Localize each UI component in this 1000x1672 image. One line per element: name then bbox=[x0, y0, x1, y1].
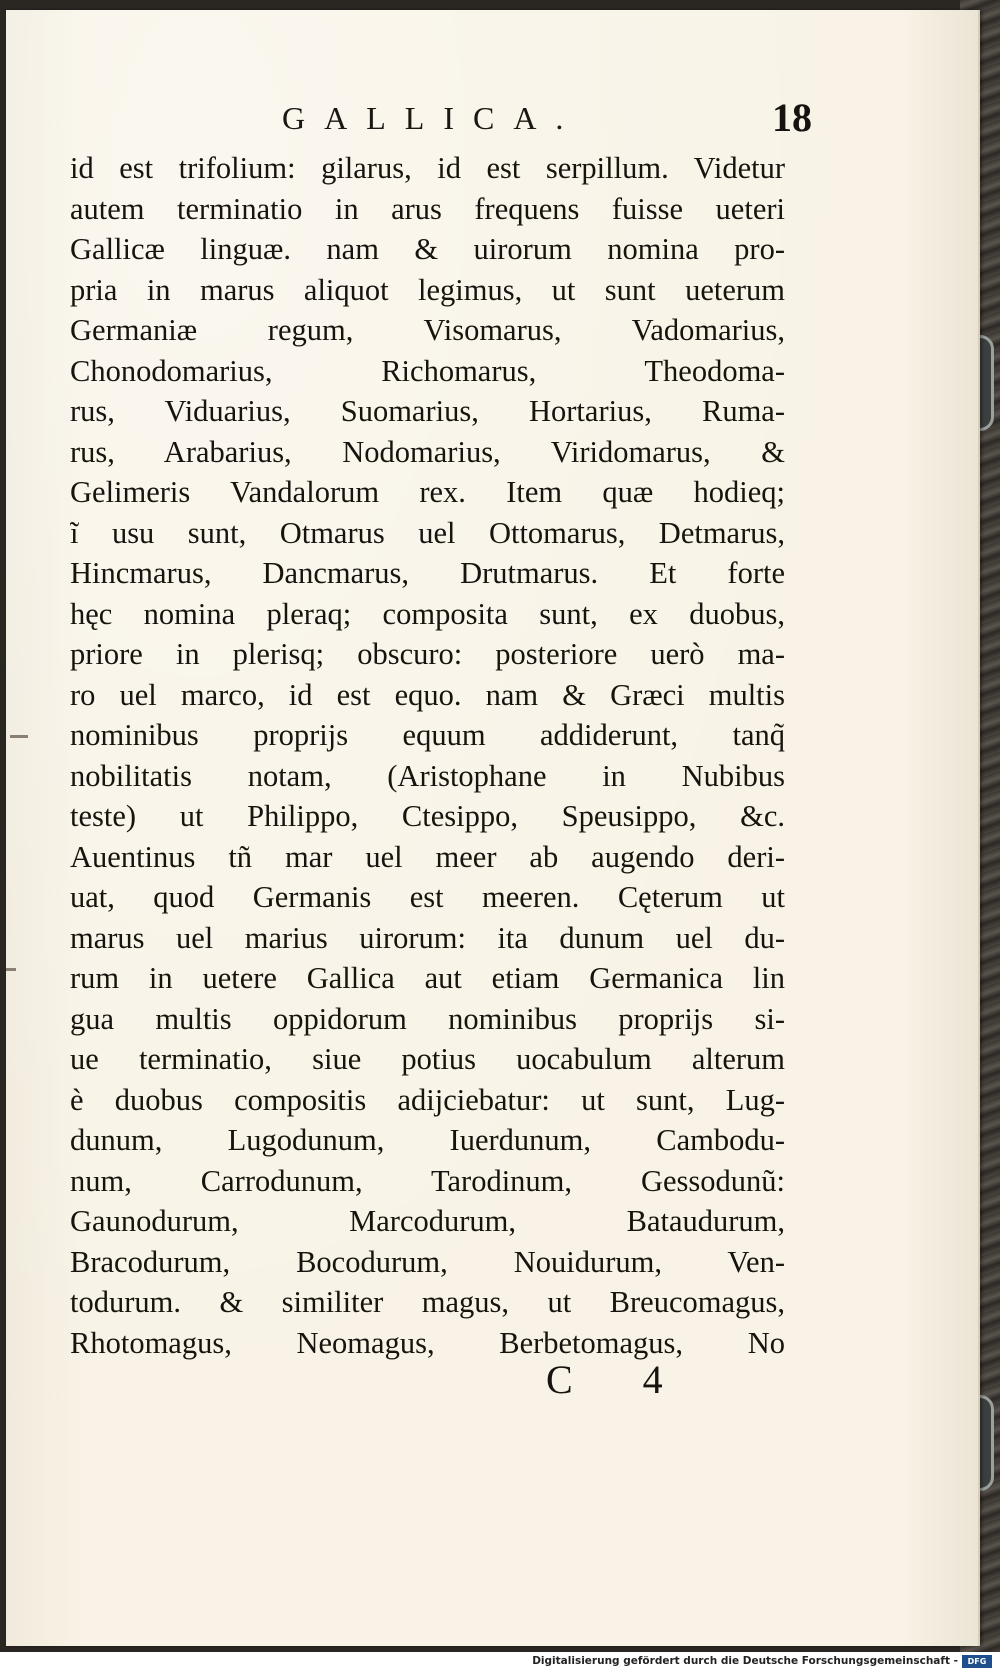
running-title: GALLICA. bbox=[282, 100, 583, 136]
text-line: Auentinus tñ mar uel meer ab augendo deri- bbox=[70, 839, 785, 874]
text-line: ro uel marco, id est equo. nam & Græci multis bbox=[70, 677, 785, 712]
text-line: Chonodomarius, Richomarus, Theodoma- bbox=[70, 353, 785, 388]
body-text bbox=[70, 148, 785, 1363]
text-line: ĩ usu sunt, Otmarus uel Ottomarus, Detmarus, bbox=[70, 515, 785, 550]
text-line: rus, Viduarius, Suomarius, Hortarius, Ruma- bbox=[70, 394, 785, 428]
text-line: teste) ut Philippo, Ctesippo, Speusippo, &c. bbox=[70, 799, 785, 833]
text-line: id est trifolium: gilarus, id est serpillum. Videtur bbox=[70, 151, 785, 185]
text-line: è duobus compositis adijciebatur: ut sunt, Lug- bbox=[70, 1082, 785, 1117]
text-line: gua multis oppidorum nominibus proprijs si- bbox=[70, 1001, 785, 1036]
text-line: pria in marus aliquot legimus, ut sunt ueterum bbox=[70, 272, 785, 307]
dfg-logo: DFG bbox=[962, 1655, 992, 1668]
text-line: rus, Arabarius, Nodomarius, Viridomarus, & bbox=[70, 434, 785, 469]
text-line: priore in plerisq; obscuro: posteriore uerò ma- bbox=[70, 637, 785, 671]
margin-mark bbox=[6, 968, 16, 971]
text-line: dunum, Lugodunum, Iuerdunum, Cambodu- bbox=[70, 1123, 785, 1157]
text-line: Bracodurum, Bocodurum, Nouidurum, Ven- bbox=[70, 1244, 785, 1279]
margin-mark bbox=[10, 735, 28, 738]
text-line: Germaniæ regum, Visomarus, Vadomarius, bbox=[70, 313, 785, 347]
text-line: Gallicæ linguæ. nam & uirorum nomina pro- bbox=[70, 232, 785, 266]
text-line: marus uel marius uirorum: ita dunum uel du- bbox=[70, 920, 785, 955]
text-line: Rhotomagus, Neomagus, Berbetomagus, No bbox=[70, 1325, 785, 1360]
text-line: rum in uetere Gallica aut etiam Germanica lin bbox=[70, 961, 785, 995]
text-line: nobilitatis notam, (Aristophane in Nubibus bbox=[70, 758, 785, 793]
page-number: 18 bbox=[772, 95, 812, 140]
text-line: nominibus proprijs equum addiderunt, tanq̃ bbox=[70, 718, 785, 752]
running-head bbox=[6, 94, 978, 144]
text-line: hęc nomina pleraq; composita sunt, ex duobus, bbox=[70, 596, 785, 631]
text-line: Gelimeris Vandalorum rex. Item quæ hodieq; bbox=[70, 475, 785, 509]
text-line: todurum. & similiter magus, ut Breucomagus, bbox=[70, 1285, 785, 1319]
book-page bbox=[6, 10, 980, 1646]
text-line: Hincmarus, Dancmarus, Drutmarus. Et forte bbox=[70, 556, 785, 590]
text-line: Gaunodurum, Marcodurum, Bataudurum, bbox=[70, 1204, 785, 1238]
signature-mark: C 4 bbox=[546, 1357, 693, 1402]
text-line: uat, quod Germanis est meeren. Cęterum ut bbox=[70, 880, 785, 914]
digitization-footer bbox=[0, 1652, 1000, 1672]
text-line: num, Carrodunum, Tarodinum, Gessodunũ: bbox=[70, 1163, 785, 1198]
text-line: autem terminatio in arus frequens fuisse ueteri bbox=[70, 191, 785, 226]
funding-credit: Digitalisierung gefördert durch die Deutsche Forschungsgemeinschaft - bbox=[532, 1655, 958, 1667]
text-line: ue terminatio, siue potius uocabulum alterum bbox=[70, 1042, 785, 1076]
